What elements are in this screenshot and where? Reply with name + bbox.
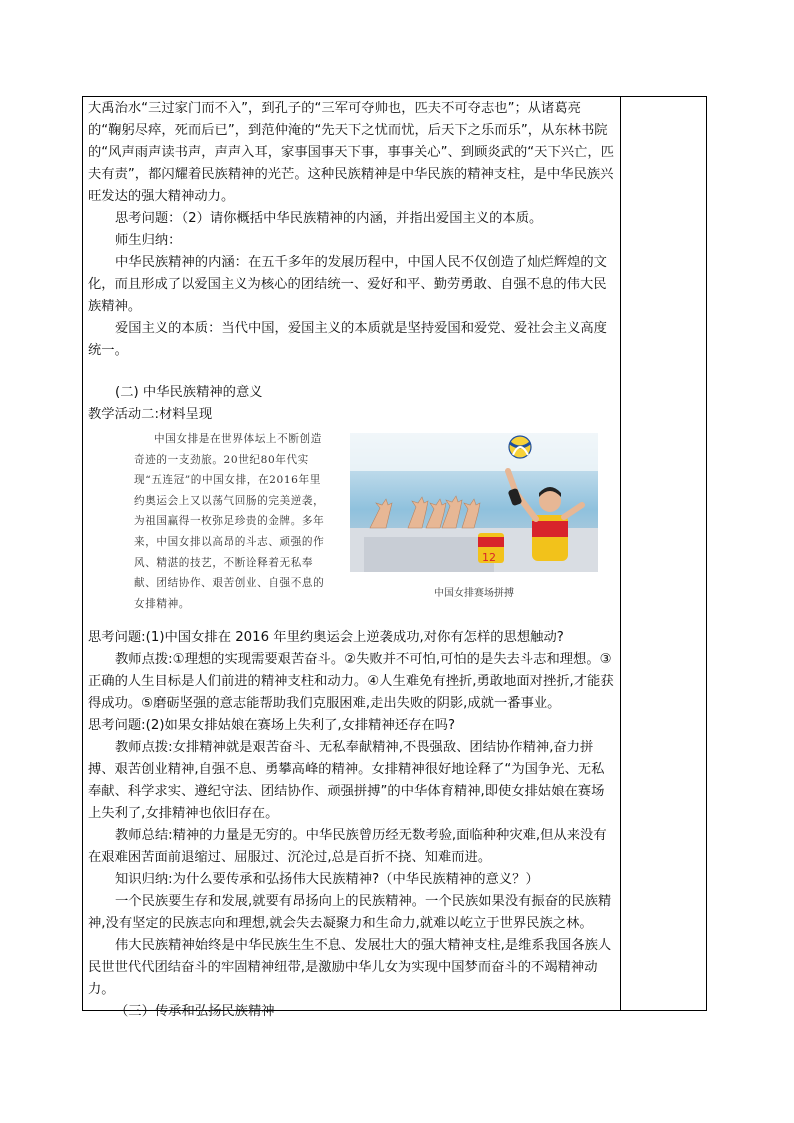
question-a: 思考问题:(1)中国女排在 2016 年里约奥运会上逆袭成功,对你有怎样的思想触动? [88, 630, 564, 645]
teacher-conclusion: 教师总结:精神的力量是无穷的。中华民族曾历经无数考验,面临种种灾难,但从来没有在艰难困苦面前退缩过、屈服过、沉沦过,总是百折不挠、知难而进。 [88, 828, 607, 865]
teaching-activity-2: 教学活动二:材料呈现 [88, 407, 213, 422]
significance-1: 一个民族要生存和发展,就要有昂扬向上的民族精神。一个民族如果没有振奋的民族精神,没有坚定的民族志向和理想,就会失去凝聚力和生命力,就难以屹立于世界民族之林。 [88, 894, 612, 931]
patriotism-essence: 爱国主义的本质：当代中国，爱国主义的本质就是坚持爱国和爱党、爱社会主义高度统一。 [88, 321, 607, 358]
jersey-number: 12 [482, 551, 496, 564]
material-text: 中国女排是在世界体坛上不断创造奇迹的一支劲旅。20世纪80年代实现“五连冠”的中国女排，在2016年里约奥运会上又以荡气回肠的完美逆袭，为祖国赢得一枚弥足珍贵的金牌。多年来，中国女排以高昂的斗志、顽强的作风、精湛的技艺，不断诠释着无私奉献、团结协作、艰苦创业、自强不息的女排精神。 [134, 433, 325, 610]
knowledge-summary: 知识归纳:为什么要传承和弘扬伟大民族精神?（中华民族精神的意义？） [115, 872, 539, 887]
volleyball [509, 436, 531, 458]
lesson-content-cell [88, 98, 614, 1023]
volleyball-illustration [350, 433, 598, 572]
significance-2: 伟大民族精神始终是中华民族生生不息、发展壮大的强大精神支柱,是维系我国各族人民世世代代团结奋斗的牢固精神纽带,是激励中华儿女为实现中国梦而奋斗的不竭精神动力。 [88, 938, 612, 997]
section-heading-inherit: （三）传承和弘扬民族精神 [115, 1004, 275, 1019]
material-block [88, 427, 614, 625]
question-b: 思考问题:(2)如果女排姑娘在赛场上失利了,女排精神还存在吗? [88, 718, 456, 733]
volleyball-photo [350, 433, 598, 572]
spirit-connotation: 中华民族精神的内涵：在五千多年的发展历程中，中国人民不仅创造了灿烂辉煌的文化，而且形成了以爱国主义为核心的团结统一、爱好和平、勤劳勇敢、自强不息的伟大民族精神。 [88, 255, 607, 314]
photo-caption: 中国女排赛场拼搏 [434, 588, 514, 599]
question-2: 思考问题：（2）请你概括中华民族精神的内涵，并指出爱国主义的本质。 [115, 211, 543, 226]
summary-label: 师生归纳： [115, 233, 182, 248]
teacher-tip-2: 教师点拨:女排精神就是艰苦奋斗、无私奉献精神,不畏强敌、团结协作精神,奋力拼搏、艰苦创业精神,自强不息、勇攀高峰的精神。女排精神很好地诠释了“为国争光、无私奉献、科学求实、遵纪守法、团结协作、顽强拼搏”的中华体育精神,即使女排姑娘在赛场上失利了,女排精神也依旧存在。 [88, 740, 605, 821]
section-heading-significance: (二) 中华民族精神的意义 [115, 385, 263, 400]
history-examples-paragraph: 大禹治水“三过家门而不入”，到孔子的“三军可夺帅也，匹夫不可夺志也”；从诸葛亮的“鞠躬尽瘁，死而后已”，到范仲淹的“先天下之忧而忧，后天下之乐而乐”，从东林书院的“风声雨声读书声，声声入耳，家事国事天下事，事事关心”、到顾炎武的“天下兴亡，匹夫有责”，都闪耀着民族精神的光芒。这种民族精神是中华民族的精神支柱，是中华民族兴旺发达的强大精神动力。 [88, 101, 614, 204]
teacher-tip-1: 教师点拨:①理想的实现需要艰苦奋斗。②失败并不可怕,可怕的是失去斗志和理想。③正确的人生目标是人们前进的精神支柱和动力。④人生难免有挫折,勇敢地面对挫折,才能获得成功。⑤磨砺坚强的意志能帮助我们克服困难,走出失败的阴影,成就一番事业。 [88, 652, 614, 711]
table-column-divider [620, 96, 621, 1011]
